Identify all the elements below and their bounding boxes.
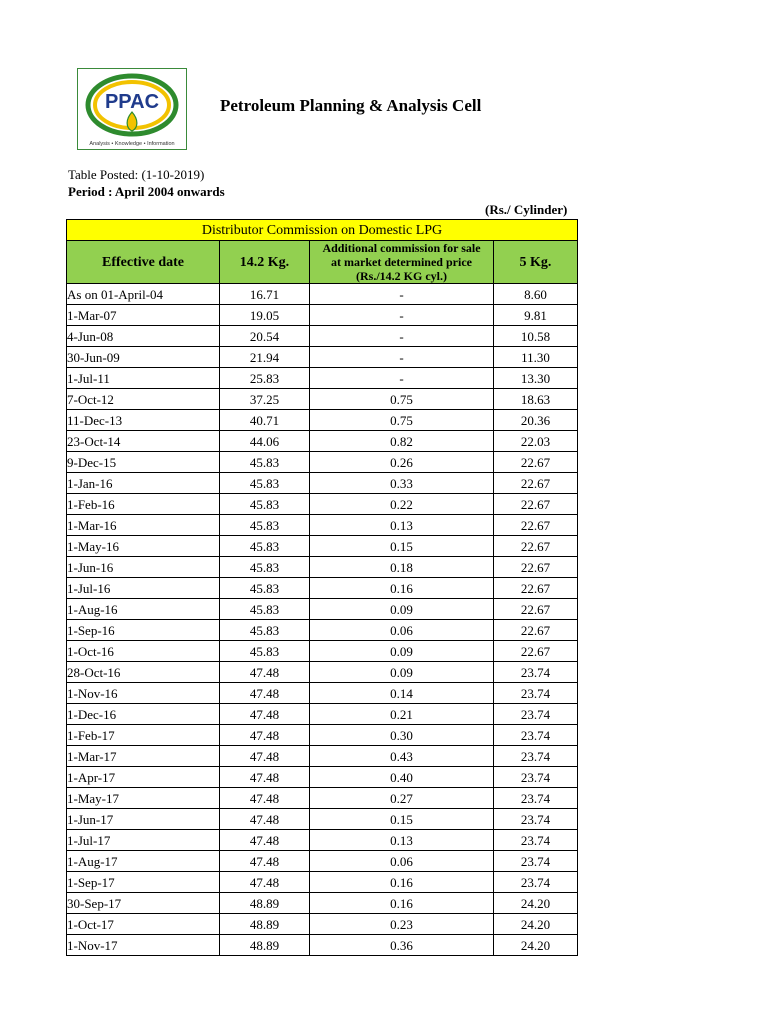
- table-row: [67, 746, 578, 767]
- effective-date-cell: 1-Jul-17: [67, 830, 220, 851]
- commission-14kg-cell: 44.06: [220, 431, 310, 452]
- period-label: Period : April 2004 onwards: [68, 184, 225, 199]
- commission-14kg-cell: 47.48: [220, 725, 310, 746]
- commission-5kg-cell: 22.03: [494, 431, 578, 452]
- commission-14kg-cell: 45.83: [220, 494, 310, 515]
- commission-5kg-cell: 22.67: [494, 452, 578, 473]
- commission-14kg-cell: 47.48: [220, 683, 310, 704]
- table-row: [67, 914, 578, 935]
- additional-commission-cell: 0.36: [310, 935, 494, 956]
- table-row: [67, 725, 578, 746]
- commission-5kg-cell: 23.74: [494, 746, 578, 767]
- additional-commission-cell: -: [310, 284, 494, 305]
- commission-5kg-cell: 23.74: [494, 662, 578, 683]
- table-row: [67, 767, 578, 788]
- effective-date-cell: 28-Oct-16: [67, 662, 220, 683]
- additional-commission-cell: 0.09: [310, 599, 494, 620]
- commission-5kg-cell: 24.20: [494, 935, 578, 956]
- commission-5kg-cell: 23.74: [494, 767, 578, 788]
- table-row: [67, 872, 578, 893]
- table-row: [67, 347, 578, 368]
- table-row: [67, 431, 578, 452]
- table-row: [67, 620, 578, 641]
- effective-date-cell: 1-Sep-16: [67, 620, 220, 641]
- effective-date-cell: 11-Dec-13: [67, 410, 220, 431]
- commission-5kg-cell: 22.67: [494, 536, 578, 557]
- effective-date-cell: 1-Oct-16: [67, 641, 220, 662]
- commission-14kg-cell: 19.05: [220, 305, 310, 326]
- table-row: [67, 641, 578, 662]
- commission-table: [66, 219, 578, 956]
- additional-commission-cell: 0.16: [310, 578, 494, 599]
- table-row: [67, 578, 578, 599]
- effective-date-cell: 1-Feb-17: [67, 725, 220, 746]
- commission-5kg-cell: 22.67: [494, 641, 578, 662]
- table-posted-date: Table Posted: (1-10-2019): [68, 167, 205, 182]
- commission-5kg-cell: 18.63: [494, 389, 578, 410]
- commission-14kg-cell: 48.89: [220, 914, 310, 935]
- commission-5kg-cell: 22.67: [494, 473, 578, 494]
- commission-5kg-cell: 20.36: [494, 410, 578, 431]
- table-row: [67, 683, 578, 704]
- table-row: [67, 599, 578, 620]
- commission-5kg-cell: 24.20: [494, 893, 578, 914]
- additional-commission-cell: 0.75: [310, 389, 494, 410]
- commission-5kg-cell: 23.74: [494, 725, 578, 746]
- additional-commission-cell: -: [310, 368, 494, 389]
- commission-5kg-cell: 8.60: [494, 284, 578, 305]
- effective-date-cell: 1-May-16: [67, 536, 220, 557]
- additional-commission-cell: 0.33: [310, 473, 494, 494]
- commission-5kg-cell: 22.67: [494, 599, 578, 620]
- commission-14kg-cell: 25.83: [220, 368, 310, 389]
- commission-5kg-cell: 23.74: [494, 830, 578, 851]
- commission-5kg-cell: 23.74: [494, 683, 578, 704]
- commission-14kg-cell: 47.48: [220, 746, 310, 767]
- commission-14kg-cell: 16.71: [220, 284, 310, 305]
- additional-commission-cell: 0.27: [310, 788, 494, 809]
- org-title: Petroleum Planning & Analysis Cell: [220, 96, 482, 115]
- additional-commission-cell: 0.82: [310, 431, 494, 452]
- table-body: [67, 284, 578, 956]
- commission-14kg-cell: 45.83: [220, 515, 310, 536]
- logo-text: PPAC: [104, 91, 160, 113]
- effective-date-cell: 1-Jan-16: [67, 473, 220, 494]
- table-row: [67, 326, 578, 347]
- table-row: [67, 284, 578, 305]
- commission-5kg-cell: 22.67: [494, 557, 578, 578]
- column-header-5kg: 5 Kg.: [494, 241, 578, 284]
- effective-date-cell: 1-Jul-16: [67, 578, 220, 599]
- commission-14kg-cell: 45.83: [220, 473, 310, 494]
- additional-commission-cell: 0.75: [310, 410, 494, 431]
- additional-commission-cell: 0.16: [310, 872, 494, 893]
- commission-14kg-cell: 48.89: [220, 893, 310, 914]
- additional-commission-cell: -: [310, 326, 494, 347]
- commission-5kg-cell: 23.74: [494, 851, 578, 872]
- additional-commission-cell: 0.15: [310, 809, 494, 830]
- commission-14kg-cell: 45.83: [220, 641, 310, 662]
- table-row: [67, 557, 578, 578]
- table-row: [67, 935, 578, 956]
- effective-date-cell: 9-Dec-15: [67, 452, 220, 473]
- commission-5kg-cell: 23.74: [494, 809, 578, 830]
- additional-commission-cell: 0.22: [310, 494, 494, 515]
- commission-5kg-cell: 13.30: [494, 368, 578, 389]
- table-row: [67, 536, 578, 557]
- additional-commission-cell: 0.14: [310, 683, 494, 704]
- effective-date-cell: 1-Nov-17: [67, 935, 220, 956]
- commission-14kg-cell: 45.83: [220, 452, 310, 473]
- additional-commission-cell: 0.15: [310, 536, 494, 557]
- effective-date-cell: 23-Oct-14: [67, 431, 220, 452]
- effective-date-cell: 1-Jun-16: [67, 557, 220, 578]
- commission-5kg-cell: 23.74: [494, 872, 578, 893]
- table-row: [67, 452, 578, 473]
- commission-14kg-cell: 45.83: [220, 536, 310, 557]
- ppac-logo: [77, 68, 187, 150]
- table-row: [67, 368, 578, 389]
- effective-date-cell: 1-Mar-16: [67, 515, 220, 536]
- commission-14kg-cell: 47.48: [220, 872, 310, 893]
- commission-5kg-cell: 22.67: [494, 494, 578, 515]
- commission-14kg-cell: 45.83: [220, 599, 310, 620]
- commission-14kg-cell: 47.48: [220, 788, 310, 809]
- additional-commission-cell: 0.13: [310, 830, 494, 851]
- table-row: [67, 494, 578, 515]
- effective-date-cell: 1-Dec-16: [67, 704, 220, 725]
- commission-14kg-cell: 48.89: [220, 935, 310, 956]
- commission-5kg-cell: 22.67: [494, 620, 578, 641]
- table-row: [67, 473, 578, 494]
- effective-date-cell: 7-Oct-12: [67, 389, 220, 410]
- commission-5kg-cell: 22.67: [494, 578, 578, 599]
- additional-commission-cell: -: [310, 347, 494, 368]
- commission-5kg-cell: 22.67: [494, 515, 578, 536]
- commission-14kg-cell: 45.83: [220, 557, 310, 578]
- table-row: [67, 305, 578, 326]
- additional-commission-cell: 0.43: [310, 746, 494, 767]
- column-header-14kg: 14.2 Kg.: [220, 241, 310, 284]
- commission-14kg-cell: 20.54: [220, 326, 310, 347]
- effective-date-cell: 1-Jun-17: [67, 809, 220, 830]
- additional-commission-cell: 0.09: [310, 662, 494, 683]
- additional-commission-cell: -: [310, 305, 494, 326]
- effective-date-cell: 1-Aug-16: [67, 599, 220, 620]
- additional-commission-cell: 0.21: [310, 704, 494, 725]
- effective-date-cell: 30-Jun-09: [67, 347, 220, 368]
- unit-label: (Rs./ Cylinder): [485, 202, 568, 217]
- commission-14kg-cell: 47.48: [220, 704, 310, 725]
- commission-14kg-cell: 47.48: [220, 830, 310, 851]
- effective-date-cell: 1-Jul-11: [67, 368, 220, 389]
- commission-14kg-cell: 40.71: [220, 410, 310, 431]
- column-header-effective-date: Effective date: [67, 241, 220, 284]
- commission-14kg-cell: 45.83: [220, 578, 310, 599]
- table-row: [67, 662, 578, 683]
- table-header-row: [67, 241, 578, 284]
- commission-14kg-cell: 47.48: [220, 767, 310, 788]
- table-row: [67, 410, 578, 431]
- table-row: [67, 389, 578, 410]
- table-row: [67, 809, 578, 830]
- additional-commission-cell: 0.40: [310, 767, 494, 788]
- commission-14kg-cell: 47.48: [220, 662, 310, 683]
- commission-5kg-cell: 11.30: [494, 347, 578, 368]
- effective-date-cell: 1-Mar-17: [67, 746, 220, 767]
- effective-date-cell: 1-Oct-17: [67, 914, 220, 935]
- column-header-additional-commission: Additional commission for sale at market determined price (Rs./14.2 KG cyl.): [310, 241, 494, 284]
- effective-date-cell: 4-Jun-08: [67, 326, 220, 347]
- additional-commission-cell: 0.26: [310, 452, 494, 473]
- table-row: [67, 893, 578, 914]
- commission-14kg-cell: 21.94: [220, 347, 310, 368]
- table-row: [67, 830, 578, 851]
- table-row: [67, 515, 578, 536]
- commission-14kg-cell: 45.83: [220, 620, 310, 641]
- logo-tagline: Analysis • Knowledge • Information: [89, 141, 175, 147]
- effective-date-cell: As on 01-April-04: [67, 284, 220, 305]
- additional-commission-cell: 0.30: [310, 725, 494, 746]
- effective-date-cell: 1-Apr-17: [67, 767, 220, 788]
- additional-commission-cell: 0.23: [310, 914, 494, 935]
- commission-5kg-cell: 10.58: [494, 326, 578, 347]
- effective-date-cell: 1-May-17: [67, 788, 220, 809]
- effective-date-cell: 1-Sep-17: [67, 872, 220, 893]
- table-title-row: [67, 220, 578, 241]
- table-row: [67, 788, 578, 809]
- effective-date-cell: 1-Nov-16: [67, 683, 220, 704]
- commission-5kg-cell: 24.20: [494, 914, 578, 935]
- additional-commission-cell: 0.18: [310, 557, 494, 578]
- commission-5kg-cell: 23.74: [494, 704, 578, 725]
- effective-date-cell: 1-Aug-17: [67, 851, 220, 872]
- effective-date-cell: 1-Feb-16: [67, 494, 220, 515]
- table-row: [67, 851, 578, 872]
- additional-commission-cell: 0.06: [310, 851, 494, 872]
- commission-14kg-cell: 47.48: [220, 851, 310, 872]
- effective-date-cell: 1-Mar-07: [67, 305, 220, 326]
- table-row: [67, 704, 578, 725]
- additional-commission-cell: 0.09: [310, 641, 494, 662]
- additional-commission-cell: 0.16: [310, 893, 494, 914]
- commission-5kg-cell: 23.74: [494, 788, 578, 809]
- table-title: Distributor Commission on Domestic LPG: [67, 220, 578, 241]
- commission-5kg-cell: 9.81: [494, 305, 578, 326]
- commission-14kg-cell: 37.25: [220, 389, 310, 410]
- additional-commission-cell: 0.06: [310, 620, 494, 641]
- additional-commission-cell: 0.13: [310, 515, 494, 536]
- commission-14kg-cell: 47.48: [220, 809, 310, 830]
- effective-date-cell: 30-Sep-17: [67, 893, 220, 914]
